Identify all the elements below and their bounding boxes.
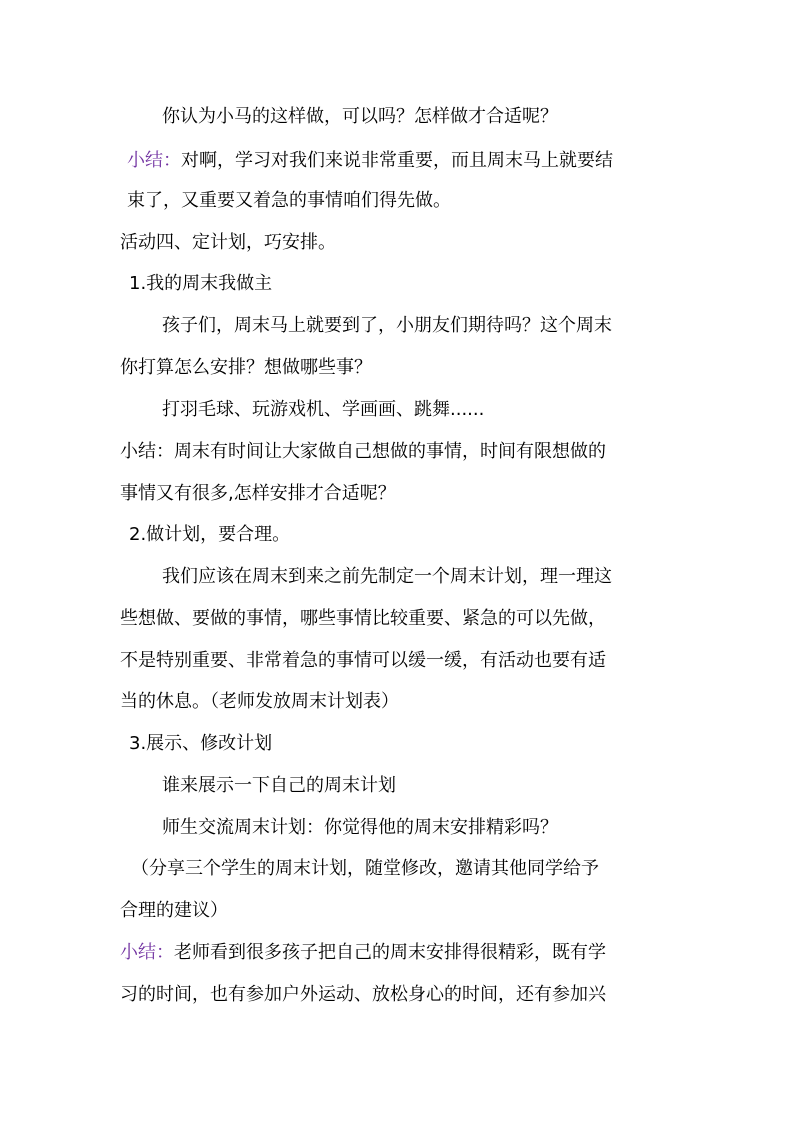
note-line-2 <box>120 899 228 923</box>
summary-line-1 <box>127 149 613 173</box>
summary-text: 对啊，学习对我们来说非常重要，而且周末马上就要结 <box>181 150 613 171</box>
paragraph-3-text-2: 师生交流周末计划：你觉得他的周末安排精彩吗？ <box>162 817 558 838</box>
paragraph-2-line-2 <box>120 607 606 631</box>
summary-3-text-2: 习的时间，也有参加户外运动、放松身心的时间，还有参加兴 <box>120 984 606 1005</box>
paragraph-2-line-3 <box>120 649 606 673</box>
paragraph-1-line-1 <box>162 314 612 338</box>
note-text-2: 合理的建议） <box>120 900 228 921</box>
question-text: 你认为小马的这样做，可以吗？怎样做才合适呢？ <box>162 106 558 127</box>
paragraph-3-line-1 <box>162 774 396 798</box>
paragraph-2-text-4: 当的休息。（老师发放周末计划表） <box>120 691 399 712</box>
summary-2-line-1 <box>120 440 606 464</box>
summary-3-label: 小结： <box>120 942 174 963</box>
paragraph-2-text-3: 不是特别重要、非常着急的事情可以缓一缓，有活动也要有适 <box>120 650 606 671</box>
subheading-1-text: 1.我的周末我做主 <box>129 273 273 294</box>
subheading-3-text: 3.展示、修改计划 <box>129 733 273 754</box>
summary-3-text-1: 老师看到很多孩子把自己的周末安排得很精彩，既有学 <box>174 942 606 963</box>
paragraph-1-text-2: 你打算怎么安排？想做哪些事？ <box>120 357 372 378</box>
subheading-2 <box>129 523 290 547</box>
summary-line-1-cont <box>127 189 451 213</box>
paragraph-2-line-4 <box>120 690 399 714</box>
subheading-2-text: 2.做计划，要合理。 <box>129 524 291 545</box>
paragraph-2-text-2: 些想做、要做的事情，哪些事情比较重要、紧急的可以先做， <box>120 608 606 629</box>
examples-line <box>162 398 484 422</box>
activity-heading <box>120 231 336 255</box>
question-line <box>162 105 558 129</box>
summary-2-text-1: 小结：周末有时间让大家做自己想做的事情，时间有限想做的 <box>120 441 606 462</box>
paragraph-3-line-2 <box>162 816 558 840</box>
summary-3-line-1 <box>120 941 606 965</box>
summary-2-line-2 <box>120 482 396 506</box>
examples-text: 打羽毛球、玩游戏机、学画画、跳舞...... <box>162 399 485 420</box>
paragraph-2-text-1: 我们应该在周末到来之前先制定一个周末计划，理一理这 <box>162 566 612 587</box>
subheading-1 <box>129 272 272 296</box>
note-line-1 <box>131 857 599 881</box>
note-text-1: （分享三个学生的周末计划，随堂修改，邀请其他同学给予 <box>131 858 599 879</box>
paragraph-1-line-2 <box>120 356 372 380</box>
summary-2-text-2: 事情又有很多,怎样安排才合适呢？ <box>120 483 396 504</box>
summary-3-line-2 <box>120 983 606 1007</box>
summary-text-cont: 束了，又重要又着急的事情咱们得先做。 <box>127 190 451 211</box>
paragraph-2-line-1 <box>162 565 612 589</box>
summary-label: 小结： <box>127 150 181 171</box>
subheading-3 <box>129 732 272 756</box>
activity-heading-text: 活动四、定计划，巧安排。 <box>120 232 336 253</box>
paragraph-3-text-1: 谁来展示一下自己的周末计划 <box>162 775 396 796</box>
paragraph-1-text-1: 孩子们，周末马上就要到了，小朋友们期待吗？这个周末 <box>162 315 612 336</box>
